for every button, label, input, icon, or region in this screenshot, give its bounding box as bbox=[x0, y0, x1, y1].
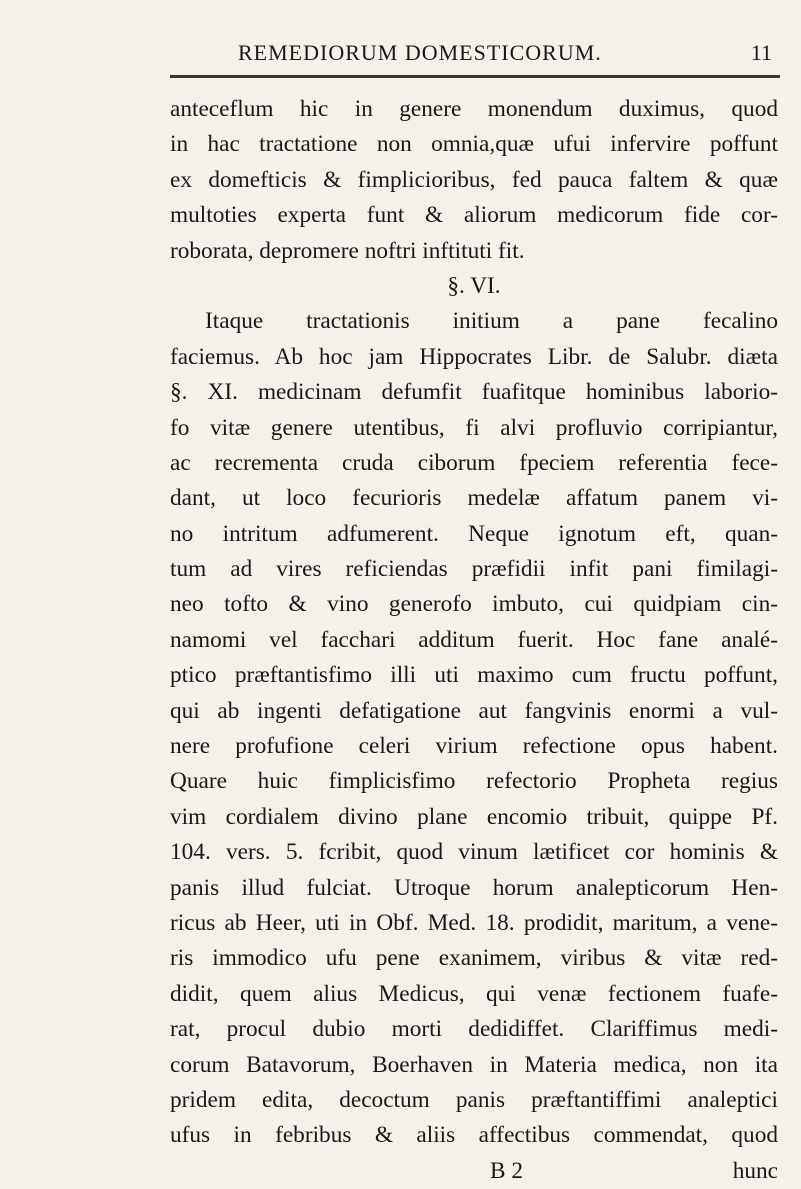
text-line: rat, procul dubio morti dedidiffet. Clariffimus medi- bbox=[170, 1016, 778, 1043]
running-head: REMEDIORUM DOMESTICORUM. bbox=[238, 40, 602, 65]
text-line: ac recrementa cruda ciborum fpeciem referentia fece- bbox=[170, 449, 778, 476]
header-rule bbox=[170, 75, 780, 78]
text-line: multoties experta funt & aliorum medicorum fide cor- bbox=[170, 202, 778, 229]
section-heading: §. VI. bbox=[447, 272, 501, 299]
text-line: didit, quem alius Medicus, qui venæ fectionem fuafe- bbox=[170, 980, 778, 1007]
text-line: ufus in febribus & aliis affectibus commendat, quod bbox=[170, 1122, 778, 1149]
text-line: 104. vers. 5. fcribit, quod vinum lætificet cor hominis & bbox=[170, 839, 778, 866]
text-line: pridem edita, decoctum panis præftantiffimi analeptici bbox=[170, 1086, 778, 1113]
text-line: namomi vel facchari additum fuerit. Hoc fane analé- bbox=[170, 626, 778, 653]
body-text bbox=[170, 92, 778, 1189]
catchword: hunc bbox=[732, 1157, 778, 1184]
text-line: anteceflum hic in genere monendum duximus, quod bbox=[170, 96, 778, 122]
text-line: faciemus. Ab hoc jam Hippocrates Libr. de Salubr. diæta bbox=[170, 343, 778, 370]
text-line: corum Batavorum, Boerhaven in Materia medica, non ita bbox=[170, 1051, 778, 1078]
page-header bbox=[120, 40, 780, 80]
text-line: roborata, depromere noftri inftituti fit. bbox=[170, 237, 525, 264]
text-line: dant, ut loco fecurioris medelæ affatum panem vi- bbox=[170, 485, 778, 512]
signature-mark: B 2 bbox=[490, 1157, 524, 1184]
text-line: §. XI. medicinam defumfit fuafitque hominibus laborio- bbox=[170, 379, 778, 406]
text-line: fo vitæ genere utentibus, fi alvi profluvio corripiantur, bbox=[170, 414, 778, 441]
text-line: Quare huic fimplicisfimo refectorio Propheta regius bbox=[170, 768, 778, 795]
text-line: ptico præftantisfimo illi uti maximo cum fructu poffunt, bbox=[170, 662, 778, 689]
text-line: vim cordialem divino plane encomio tribuit, quippe Pf. bbox=[170, 803, 778, 830]
text-line: neo tofto & vino generofo imbuto, cui quidpiam cin- bbox=[170, 591, 778, 618]
text-line: no intritum adfumerent. Neque ignotum eft, quan- bbox=[170, 520, 778, 547]
text-line: ris immodico ufu pene exanimem, viribus & vitæ red- bbox=[170, 945, 778, 972]
text-line: tum ad vires reficiendas præfidii infit pani fimilagi- bbox=[170, 556, 778, 583]
text-line: nere profufione celeri virium refectione opus habent. bbox=[170, 733, 778, 760]
text-line: Itaque tractationis initium a pane fecalino bbox=[205, 308, 778, 335]
page-number: 11 bbox=[750, 40, 772, 65]
text-line: in hac tractatione non omnia,quæ ufui infervire poffunt bbox=[170, 131, 778, 158]
text-line: panis illud fulciat. Utroque horum analepticorum Hen- bbox=[170, 874, 778, 901]
text-line: qui ab ingenti defatigatione aut fangvinis enormi a vul- bbox=[170, 697, 778, 724]
page-footer bbox=[170, 1154, 778, 1189]
text-line: ex domefticis & fimplicioribus, fed pauca faltem & quæ bbox=[170, 166, 778, 193]
text-line: ricus ab Heer, uti in Obf. Med. 18. prodidit, maritum, a vene- bbox=[170, 909, 778, 936]
